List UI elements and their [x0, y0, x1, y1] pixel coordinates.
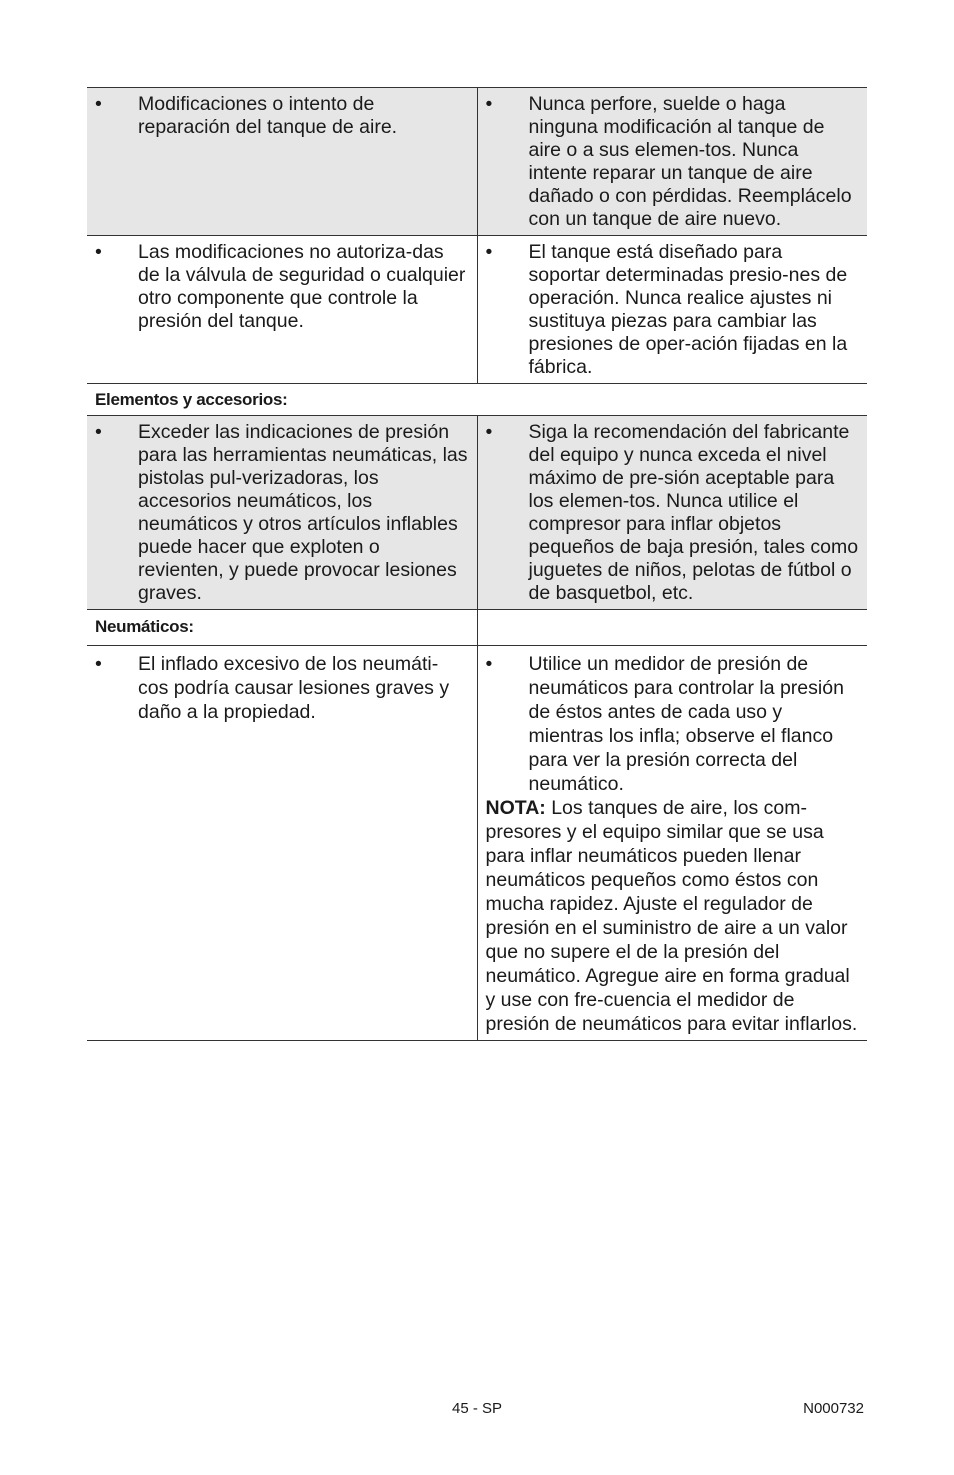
section-heading-row [87, 384, 867, 416]
bullet-icon: • [95, 653, 102, 675]
hazard-text: Modificaciones o intento de reparación del tanque de aire. [138, 93, 398, 138]
bullet-icon: • [95, 241, 102, 263]
bullet-icon: • [485, 241, 493, 263]
bullet-icon: • [485, 653, 493, 675]
section-heading: Elementos y accesorios: [95, 390, 288, 409]
hazard-item [95, 652, 469, 724]
prevention-text: Utilice un medidor de presión de neumáticos para controlar la presión de éstos antes de cada uso y mientras los infla; observe el flanco para ver la presión correcta del neumático. [528, 653, 844, 795]
prevention-text: El tanque está diseñado para soportar determinadas presio-nes de operación. Nunca realice ajustes ni sustituya piezas para cambiar las presiones de oper-ación fijadas en la fábrica. [528, 241, 848, 378]
table-row [87, 416, 867, 610]
prevention-item [486, 93, 860, 231]
note-paragraph [486, 796, 860, 1036]
prevention-item [486, 652, 860, 796]
safety-table [87, 87, 867, 1041]
note-label: NOTA: [485, 797, 546, 819]
document-code: N000732 [803, 1400, 864, 1417]
bullet-icon: • [485, 93, 493, 115]
prevention-text: Nunca perfore, suelde o haga ninguna modificación al tanque de aire o a sus elemen-tos. Nunca intente reparar un tanque de aire dañado o con pérdidas. Reemplácelo con un tanque de aire nuevo. [528, 93, 852, 230]
section-heading-row [87, 610, 867, 646]
note-text: Los tanques de aire, los com-presores y el equipo similar que se usa para inflar neumáticos pueden llenar neumáticos pequeños como éstos con mucha rapidez. Ajuste el regulador de presión en el suministro de aire a un valor que no supere el de la presión del neumático. Agregue aire en forma gradual y use con fre-cuencia el medidor de presión de neumáticos para evitar inflarlos. [485, 797, 858, 1035]
hazard-text: Exceder las indicaciones de presión para las herramientas neumáticas, las pistolas pul-verizadoras, los accesorios neumáticos, los neumáticos y otros artículos inflables puede hacer que exploten o revienten, y puede provocar lesiones graves. [138, 421, 468, 604]
hazard-item [95, 93, 469, 139]
table-row [87, 88, 867, 236]
bullet-icon: • [95, 421, 102, 443]
hazard-text: El inflado excesivo de los neumáti-cos podría causar lesiones graves y daño a la propiedad. [138, 653, 450, 723]
hazard-item [95, 241, 469, 333]
hazard-text: Las modificaciones no autoriza-das de la válvula de seguridad o cualquier otro componente que controle la presión del tanque. [138, 241, 466, 332]
bullet-icon: • [485, 421, 493, 443]
bullet-icon: • [95, 93, 102, 115]
table-row [87, 646, 867, 1041]
hazard-item [95, 421, 469, 605]
table-row [87, 236, 867, 384]
prevention-item [486, 241, 860, 379]
section-heading: Neumáticos: [95, 617, 194, 636]
prevention-item [486, 421, 860, 605]
page-number: 45 - SP [451, 1400, 503, 1417]
prevention-text: Siga la recomendación del fabricante del equipo y nunca exceda el nivel máximo de pre-sión aceptable para los elemen-tos. Nunca utilice el compresor para inflar objetos pequeños de baja presión, tales como juguetes de niños, pelotas de fútbol o de basquetbol, etc. [528, 421, 859, 604]
